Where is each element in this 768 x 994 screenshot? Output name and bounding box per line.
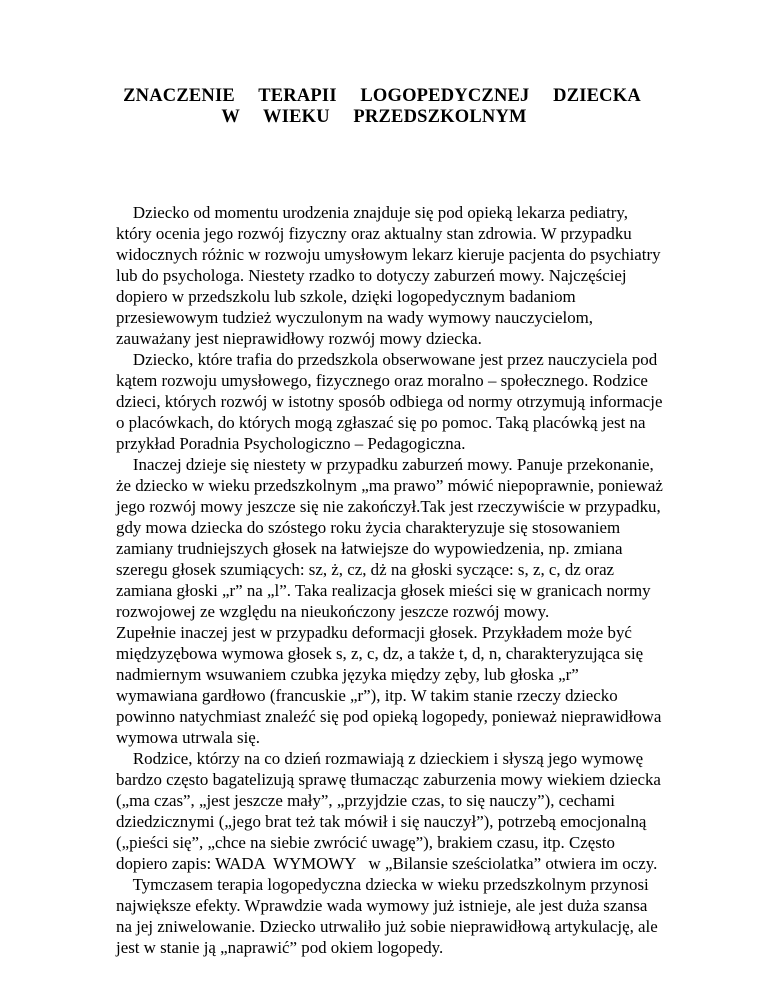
paragraph [116, 622, 690, 748]
text-line: dopiero w przedszkolu lub szkole, dzięki logopedycznym badaniom [116, 287, 576, 306]
text-line: widocznych różnic w rozwoju umysłowym lekarz kieruje pacjenta do psychiatry [116, 245, 661, 264]
text-line: zamiany trudniejszych głosek na łatwiejsze do wypowiedzenia, np. zmiana [116, 539, 623, 558]
text-line: wymawiana gardłowo (francuskie „r”), itp. W takim stanie rzeczy dziecko [116, 686, 618, 705]
text-line: szeregu głosek szumiących: sz, ż, cz, dż na głoski syczące: s, z, c, dz oraz [116, 560, 615, 579]
text-line: gdy mowa dziecka do szóstego roku życia charakteryzuje się stosowaniem [116, 518, 621, 537]
text-line: dzieci, których rozwój w istotny sposób odbiega od normy otrzymują informacje [116, 392, 663, 411]
text-line: międzyzębowa wymowa głosek s, z, c, dz, a także t, d, n, charakteryzująca się [116, 644, 644, 663]
text-line: jest w stanie ją „naprawić” pod okiem logopedy. [116, 938, 444, 957]
text-line: Inaczej dzieje się niestety w przypadku zaburzeń mowy. Panuje przekonanie, [116, 455, 654, 474]
title-line: ZNACZENIE TERAPII LOGOPEDYCZNEJ DZIECKA [123, 86, 641, 106]
text-line: że dziecko w wieku przedszkolnym „ma prawo” mówić niepoprawnie, ponieważ [116, 476, 663, 495]
text-line: przesiewowym tudzież wyczulonym na wady wymowy nauczycielom, [116, 308, 594, 327]
text-line: lub do psychologa. Niestety rzadko to dotyczy zaburzeń mowy. Najczęściej [116, 266, 627, 285]
text-line: o placówkach, do których mogą zgłaszać się po pomoc. Taką placówką jest na [116, 413, 646, 432]
text-line: jego rozwój mowy jeszcze się nie zakończył.Tak jest rzeczywiście w przypadku, [116, 497, 661, 516]
text-line: dziedzicznymi („jego brat też tak mówił i się nauczył”), potrzebą emocjonalną [116, 812, 647, 831]
text-line: który ocenia jego rozwój fizyczny oraz aktualny stan zdrowia. W przypadku [116, 224, 632, 243]
text-line: największe efekty. Wprawdzie wada wymowy już istnieje, ale jest duża szansa [116, 896, 648, 915]
text-line: zauważany jest nieprawidłowy rozwój mowy dziecka. [116, 329, 482, 348]
paragraph [116, 349, 690, 454]
paragraph [116, 202, 690, 349]
text-line: na jej zniwelowanie. Dziecko utrwaliło już sobie nieprawidłową artykulację, ale [116, 917, 658, 936]
text-line: bardzo często bagatelizują sprawę tłumacząc zaburzenia mowy wiekiem dziecka [116, 770, 661, 789]
text-line: zamiana głoski „r” na „l”. Taka realizacja głosek mieści się w granicach normy [116, 581, 651, 600]
text-line: kątem rozwoju umysłowego, fizycznego oraz moralno – społecznego. Rodzice [116, 371, 648, 390]
text-line: powinno natychmiast znaleźć się pod opieką logopedy, ponieważ nieprawidłowa [116, 707, 662, 726]
text-line: dopiero zapis: WADA WYMOWY w „Bilansie sześciolatka” otwiera im oczy. [116, 854, 658, 873]
text-line: nadmiernym wsuwaniem czubka języka między zęby, lub głoska „r” [116, 665, 579, 684]
page-title [0, 86, 768, 128]
text-line: wymowa utrwala się. [116, 728, 260, 747]
text-line: Tymczasem terapia logopedyczna dziecka w wieku przedszkolnym przynosi [116, 875, 649, 894]
title-line: W WIEKU PRZEDSZKOLNYM [221, 107, 527, 127]
text-line: przykład Poradnia Psychologiczno – Pedagogiczna. [116, 434, 466, 453]
text-line: Dziecko od momentu urodzenia znajduje się pod opieką lekarza pediatry, [116, 203, 628, 222]
document-body [116, 202, 690, 958]
paragraph [116, 748, 690, 874]
text-line: („pieści się”, „chce na siebie zwrócić uwagę”), brakiem czasu, itp. Często [116, 833, 615, 852]
text-line: Rodzice, którzy na co dzień rozmawiają z dzieckiem i słyszą jego wymowę [116, 749, 644, 768]
paragraph [116, 874, 690, 958]
paragraph [116, 454, 690, 622]
text-line: rozwojowej ze względu na nieukończony jeszcze rozwój mowy. [116, 602, 550, 621]
text-line: Dziecko, które trafia do przedszkola obserwowane jest przez nauczyciela pod [116, 350, 658, 369]
text-line: („ma czas”, „jest jeszcze mały”, „przyjdzie czas, to się nauczy”), cechami [116, 791, 615, 810]
text-line: Zupełnie inaczej jest w przypadku deformacji głosek. Przykładem może być [116, 623, 632, 642]
